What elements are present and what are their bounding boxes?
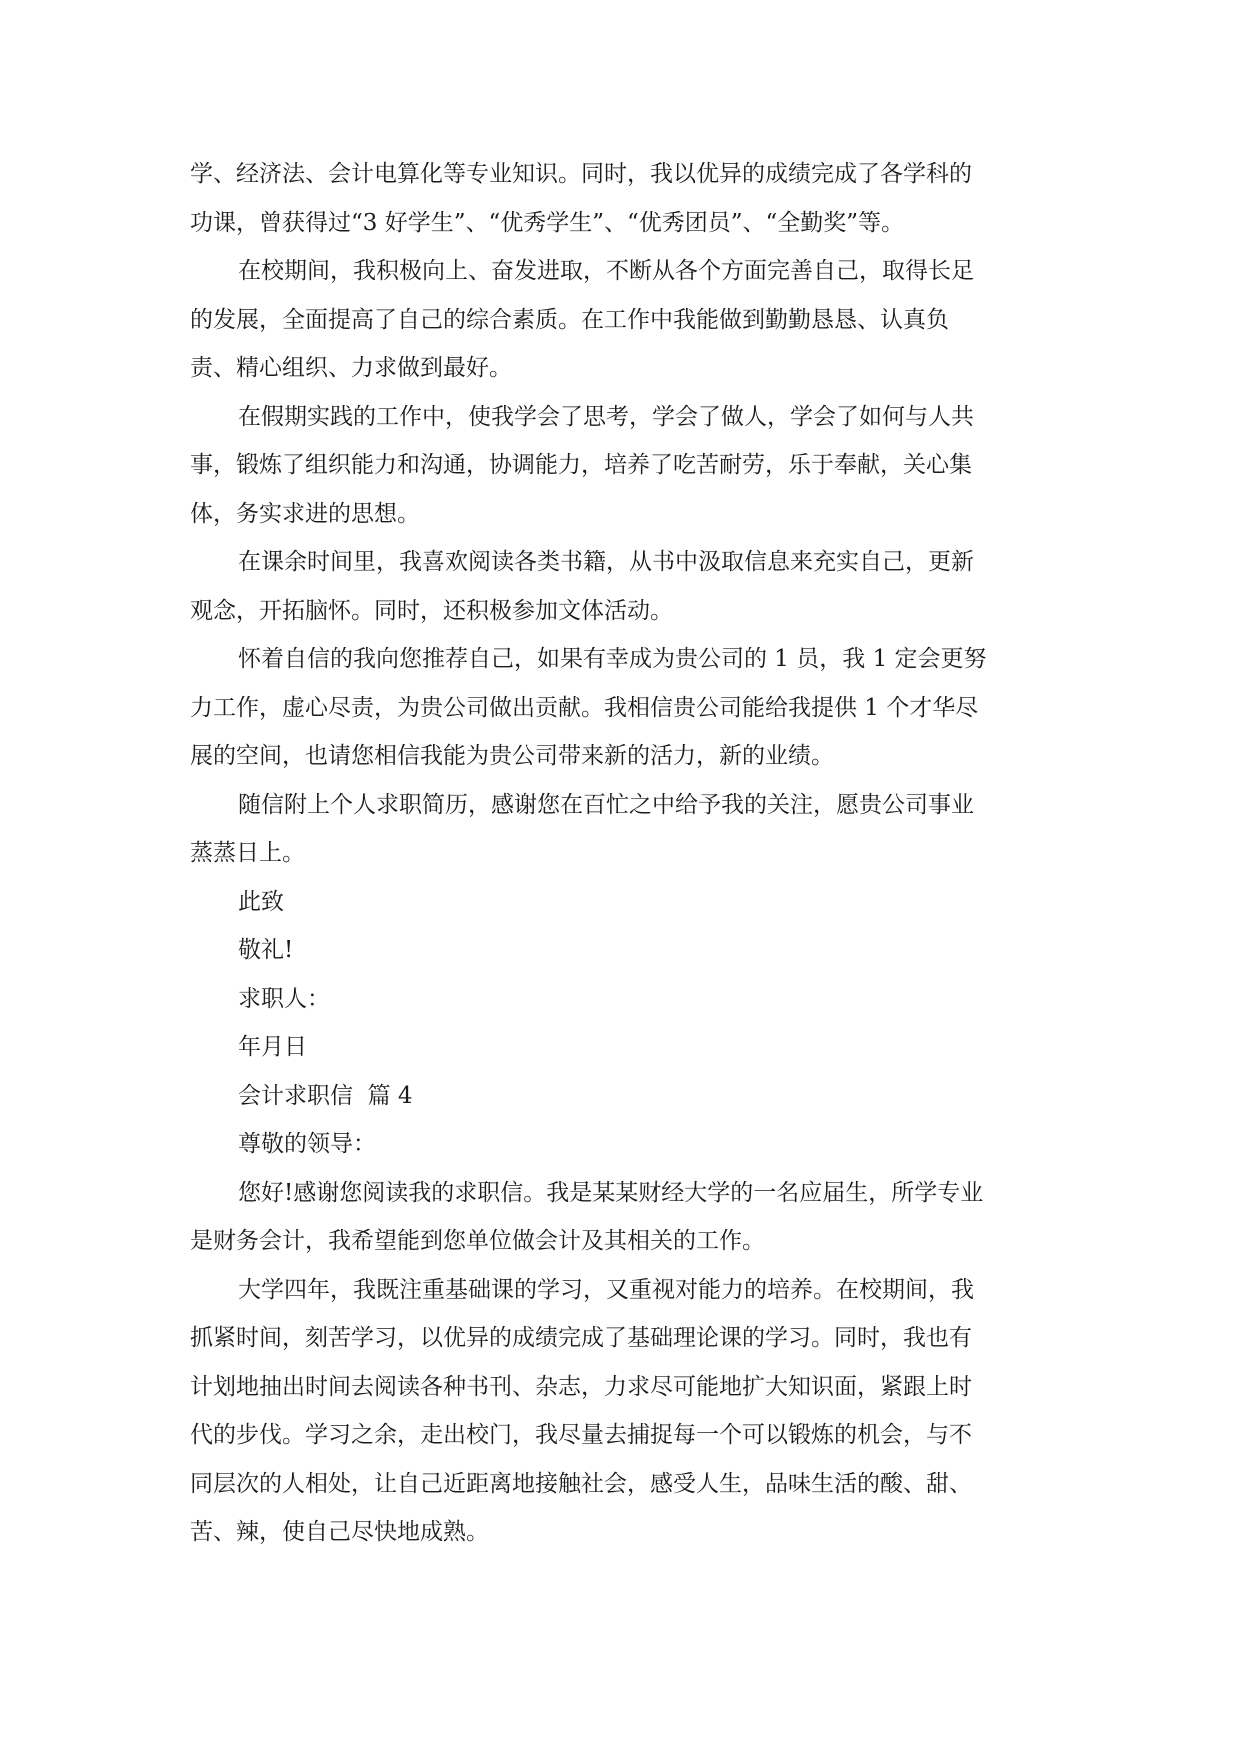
applicant-signature [190, 975, 1070, 1024]
greeting [190, 1120, 1070, 1169]
text-line: 责、精心组织、力求做到最好。 [190, 355, 512, 381]
paragraph [190, 635, 1070, 781]
text-line: 的发展，全面提高了自己的综合素质。在工作中我能做到勤勤恳恳、认真负 [190, 306, 949, 333]
text-line: 蒸蒸日上。 [190, 840, 305, 866]
text-line: 抓紧时间，刻苦学习，以优异的成绩完成了基础理论课的学习。同时，我也有 [190, 1325, 972, 1351]
paragraph [190, 1266, 1070, 1557]
text-line: 在校期间，我积极向上、奋发进取，不断从各个方面完善自己，取得长足 [238, 258, 974, 284]
text-line: 大学四年，我既注重基础课的学习，又重视对能力的培养。在校期间，我 [238, 1276, 974, 1303]
paragraph [190, 247, 1070, 393]
text-line: 此致 [238, 888, 284, 915]
text-line: 功课，曾获得过“3 好学生”、“优秀学生”、“优秀团员”、“全勤奖”等。 [190, 209, 905, 236]
text-line: 年月日 [238, 1034, 307, 1060]
text-line: 是财务会计，我希望能到您单位做会计及其相关的工作。 [190, 1228, 765, 1254]
paragraph [190, 393, 1070, 539]
text-line: 在假期实践的工作中，使我学会了思考，学会了做人，学会了如何与人共 [238, 403, 974, 430]
paragraph [190, 538, 1070, 635]
text-line: 同层次的人相处，让自己近距离地接触社会，感受人生，品味生活的酸、甜、 [190, 1470, 972, 1497]
text-line: 怀着自信的我向您推荐自己，如果有幸成为贵公司的 1 员，我 1 定会更努 [238, 646, 987, 672]
text-line: 代的步伐。学习之余，走出校门，我尽量去捕捉每一个可以锻炼的机会，与不 [190, 1422, 972, 1448]
text-line: 在课余时间里，我喜欢阅读各类书籍，从书中汲取信息来充实自己，更新 [238, 549, 974, 575]
text-line: 您好!感谢您阅读我的求职信。我是某某财经大学的一名应届生，所学专业 [238, 1179, 984, 1206]
text-line: 展的空间，也请您相信我能为贵公司带来新的活力，新的业绩。 [190, 743, 834, 769]
text-line: 尊敬的领导： [238, 1131, 376, 1157]
document-body [190, 150, 1070, 1557]
paragraph [190, 150, 1070, 247]
closing-regards [190, 926, 1070, 975]
section-title [190, 1072, 1070, 1121]
text-line: 事，锻炼了组织能力和沟通，协调能力，培养了吃苦耐劳，乐于奉献，关心集 [190, 452, 972, 478]
date-line [190, 1023, 1070, 1072]
text-line: 计划地抽出时间去阅读各种书刊、杂志，力求尽可能地扩大知识面，紧跟上时 [190, 1373, 972, 1400]
text-line: 体，务实求进的思想。 [190, 500, 420, 527]
closing-salutation [190, 878, 1070, 927]
text-line: 敬礼! [238, 937, 294, 963]
text-line: 力工作，虚心尽责，为贵公司做出贡献。我相信贵公司能给我提供 1 个才华尽 [190, 694, 979, 721]
text-line: 观念，开拓脑怀。同时，还积极参加文体活动。 [190, 597, 673, 624]
text-line: 苦、辣，使自己尽快地成熟。 [190, 1519, 489, 1545]
paragraph [190, 1169, 1070, 1266]
text-line: 学、经济法、会计电算化等专业知识。同时，我以优异的成绩完成了各学科的 [190, 161, 972, 187]
text-line: 会计求职信 篇 4 [238, 1082, 413, 1109]
text-line: 求职人： [238, 985, 330, 1012]
text-line: 随信附上个人求职简历，感谢您在百忙之中给予我的关注，愿贵公司事业 [238, 791, 974, 818]
paragraph [190, 781, 1070, 878]
